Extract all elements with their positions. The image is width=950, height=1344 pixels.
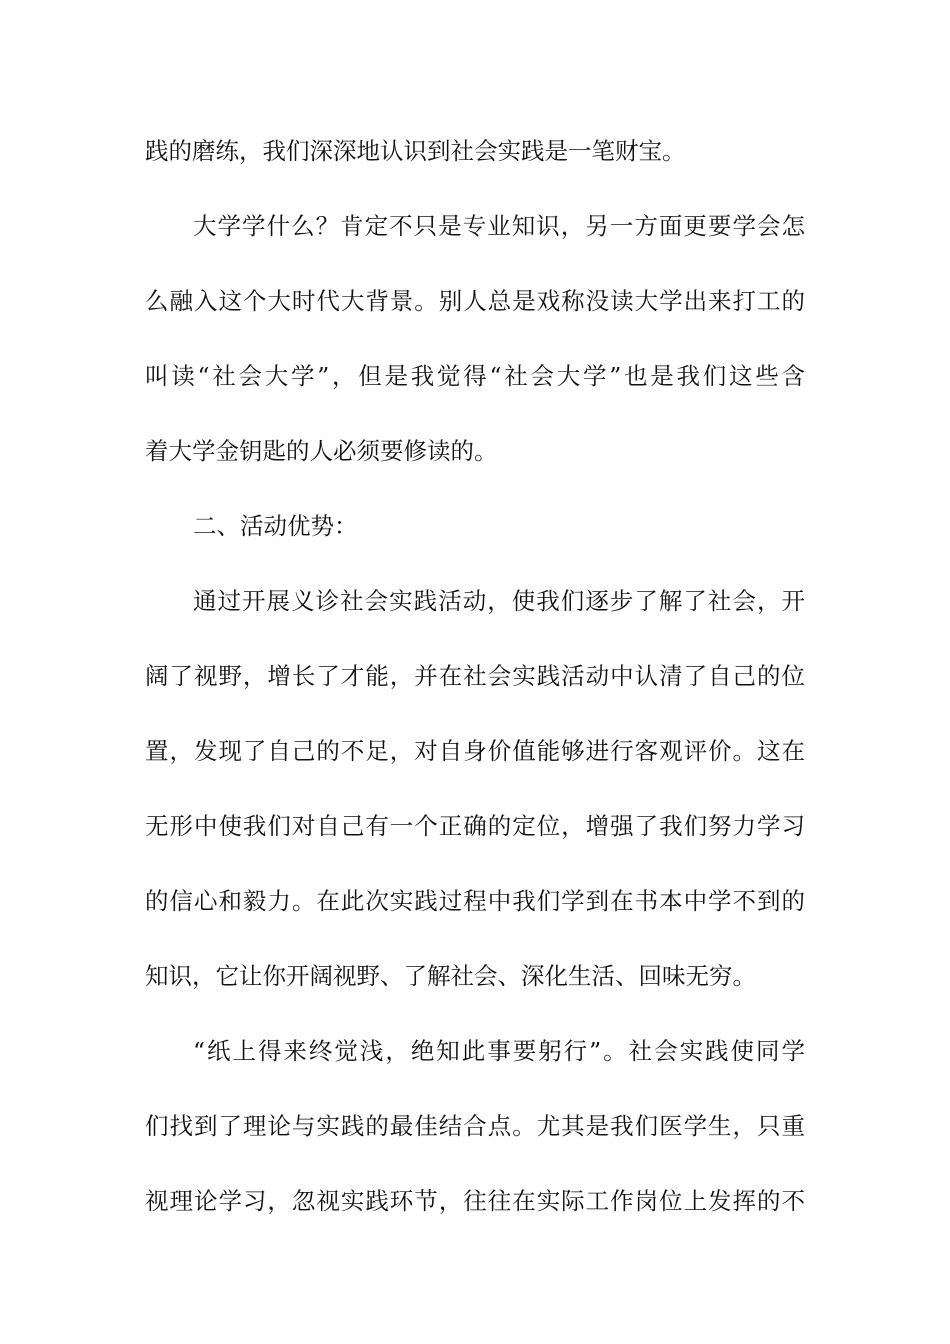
text-line-5: 着大学金钥匙的人必须要修读的。 (145, 437, 498, 465)
section-heading: 二、活动优势： (193, 512, 358, 540)
text-line-15: 视理论学习，忽视实践环节，往往在实际工作岗位上发挥的不 (145, 1187, 805, 1215)
text-line-14: 们找到了理论与实践的最佳结合点。尤其是我们医学生，只重 (145, 1112, 805, 1140)
text-line-7: 通过开展义诊社会实践活动，使我们逐步了解了社会，开 (193, 587, 805, 615)
text-line-2: 大学学什么？肯定不只是专业知识，另一方面更要学会怎 (193, 212, 805, 240)
text-line-1: 践的磨练，我们深深地认识到社会实践是一笔财宝。 (145, 137, 686, 165)
text-line-10: 无形中使我们对自己有一个正确的定位，增强了我们努力学习 (145, 812, 805, 840)
text-line-4: 叫读“社会大学”，但是我觉得“社会大学”也是我们这些含 (145, 362, 805, 390)
text-line-8: 阔了视野，增长了才能，并在社会实践活动中认清了自己的位 (145, 662, 805, 690)
text-line-12: 知识，它让你开阔视野、了解社会、深化生活、回味无穷。 (145, 962, 756, 990)
text-line-3: 么融入这个大时代大背景。别人总是戏称没读大学出来打工的 (145, 287, 805, 315)
text-line-13: “纸上得来终觉浅，绝知此事要躬行”。社会实践使同学 (193, 1037, 805, 1065)
text-line-11: 的信心和毅力。在此次实践过程中我们学到在书本中学不到的 (145, 887, 805, 915)
text-line-9: 置，发现了自己的不足，对自身价值能够进行客观评价。这在 (145, 737, 805, 765)
